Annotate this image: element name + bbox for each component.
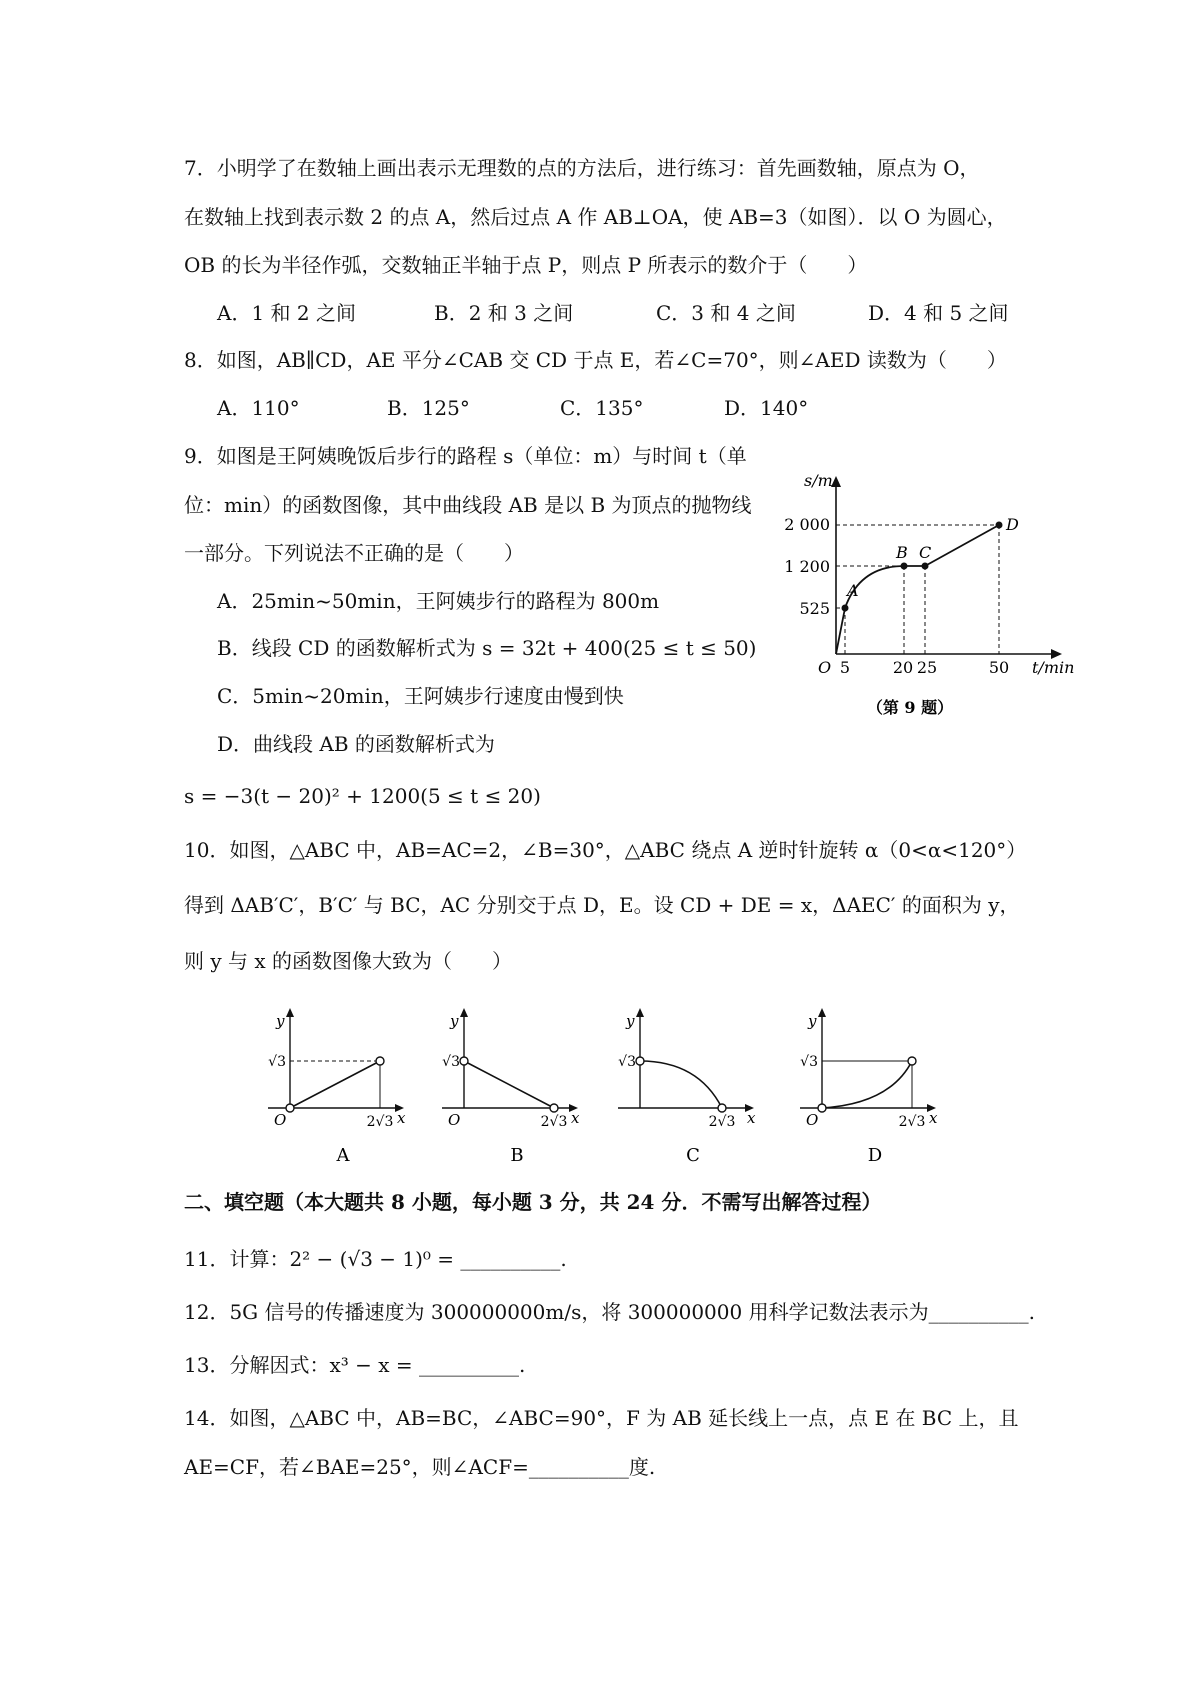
graph-a-label: A [336, 1145, 350, 1164]
q9-point-d [996, 522, 1003, 529]
graph-d-curve [822, 1061, 912, 1108]
graph-a-start-point [286, 1104, 294, 1112]
q9-label-c: C [919, 543, 932, 562]
q9-figure [770, 470, 1100, 720]
graph-a-ylabel: y [276, 1012, 285, 1030]
graph-b-y-arrow [460, 1008, 468, 1017]
q7-line-2: 在数轴上找到表示数 2 的点 A，然后过点 A 作 AB⊥OA，使 AB=3（如图）．以 O 为圆心， [184, 205, 1007, 229]
q8-option-b: B．125° [387, 396, 470, 420]
q9-label-a: A [847, 581, 859, 600]
q9-point-a [842, 605, 849, 612]
q9-xlabel: t/min [1032, 658, 1075, 677]
q9-xtick-50: 50 [988, 658, 1010, 677]
graph-d-xlabel: x [929, 1109, 938, 1127]
graph-c-start-point [636, 1057, 644, 1065]
q9-option-a: A．25min~50min，王阿姨步行的路程为 800m [217, 589, 660, 613]
q9-point-b [901, 563, 908, 570]
q7-line-1: 7．小明学了在数轴上画出表示无理数的点的方法后，进行练习：首先画数轴，原点为 O， [184, 156, 980, 180]
q9-ylabel: s/m [804, 471, 833, 490]
graph-b-xlabel: x [571, 1109, 580, 1127]
graph-a-curve [290, 1061, 380, 1108]
q9-line-2: 位：min）的函数图像，其中曲线段 AB 是以 B 为顶点的抛物线 [184, 493, 752, 517]
graph-c-xmark: 2√3 [708, 1114, 736, 1130]
graph-a-y-arrow [286, 1008, 294, 1017]
q9-option-d: D．曲线段 AB 的函数解析式为 [217, 732, 495, 756]
graph-d-end-point [908, 1057, 916, 1065]
graph-c-ymark: √3 [618, 1054, 636, 1070]
section-2-title: 二、填空题（本大题共 8 小题，每小题 3 分，共 24 分．不需写出解答过程） [184, 1190, 882, 1214]
graph-b-origin: O [448, 1111, 461, 1129]
q9-xtick-20: 20 [892, 658, 914, 677]
q9-option-b: B．线段 CD 的函数解析式为 s = 32t + 400(25 ≤ t ≤ 50) [217, 636, 757, 660]
q10-graph-b [432, 1004, 582, 1164]
q7-option-a: A．1 和 2 之间 [217, 301, 356, 325]
q14-line-1: 14．如图，△ABC 中，AB=BC，∠ABC=90°，F 为 AB 延长线上一点，点 E 在 BC 上，且 [184, 1406, 1019, 1430]
q8-line-1: 8．如图，AB∥CD，AE 平分∠CAB 交 CD 于点 E，若∠C=70°，则∠AED 读数为（ ） [184, 348, 1007, 372]
graph-c-label: C [686, 1145, 700, 1164]
q9-origin: O [818, 658, 832, 677]
q10-graph-c [608, 1004, 758, 1164]
q9-segment-cd [925, 525, 999, 566]
graph-c-y-arrow [636, 1008, 644, 1017]
q7-line-3: OB 的长为半径作弧，交数轴正半轴于点 P，则点 P 所表示的数介于（ ） [184, 253, 868, 277]
graph-a-origin: O [274, 1111, 287, 1129]
q9-option-c: C．5min~20min，王阿姨步行速度由慢到快 [217, 684, 624, 708]
q9-caption: （第 9 题） [866, 698, 954, 717]
graph-c-end-point [718, 1104, 726, 1112]
graph-b-xmark: 2√3 [540, 1114, 568, 1130]
q12-text: 12．5G 信号的传播速度为 300000000m/s，将 300000000 用科学记数法表示为__________. [184, 1300, 1035, 1324]
graph-d-ymark: √3 [800, 1054, 818, 1070]
q9-point-c [922, 563, 929, 570]
graph-a-xmark: 2√3 [366, 1114, 394, 1130]
graph-d-start-point [818, 1104, 826, 1112]
q9-ytick-1200: 1 200 [784, 557, 830, 576]
graph-b-start-point [460, 1057, 468, 1065]
q10-line-3: 则 y 与 x 的函数图像大致为（ ） [184, 949, 513, 973]
graph-d-ylabel: y [808, 1012, 817, 1030]
q9-segment-oa [836, 608, 845, 654]
graph-d-y-arrow [818, 1008, 826, 1017]
graph-c-xlabel: x [747, 1109, 756, 1127]
q8-option-a: A．110° [217, 396, 300, 420]
q11-text: 11．计算：2² − (√3 − 1)⁰ = __________. [184, 1247, 567, 1271]
q10-graph-a [258, 1004, 408, 1164]
q9-ytick-525: 525 [799, 599, 830, 618]
q10-line-1: 10．如图，△ABC 中，AB=AC=2，∠B=30°，△ABC 绕点 A 逆时针旋转 α（0<α<120°） [184, 838, 1027, 862]
q9-label-d: D [1006, 515, 1019, 534]
q8-option-d: D．140° [724, 396, 809, 420]
graph-a-ymark: √3 [268, 1054, 286, 1070]
graph-c-curve [640, 1061, 722, 1108]
q9-xtick-25: 25 [916, 658, 938, 677]
q8-option-c: C．135° [560, 396, 644, 420]
graph-b-end-point [550, 1104, 558, 1112]
graph-b-ymark: √3 [442, 1054, 460, 1070]
graph-b-ylabel: y [450, 1012, 459, 1030]
q13-text: 13．分解因式：x³ − x = __________. [184, 1353, 526, 1377]
q7-option-d: D．4 和 5 之间 [868, 301, 1009, 325]
q9-line-1: 9．如图是王阿姨晚饭后步行的路程 s（单位：m）与时间 t（单 [184, 444, 747, 468]
q7-option-c: C．3 和 4 之间 [656, 301, 796, 325]
q9-label-b: B [896, 543, 908, 562]
q14-line-2: AE=CF，若∠BAE=25°，则∠ACF=__________度. [184, 1455, 656, 1479]
q9-line-3: 一部分。下列说法不正确的是（ ） [184, 541, 524, 565]
q10-graph-d [790, 1004, 940, 1164]
q9-ytick-2000: 2 000 [784, 515, 830, 534]
graph-d-origin: O [806, 1111, 819, 1129]
q9-formula: s = −3(t − 20)² + 1200(5 ≤ t ≤ 20) [184, 784, 541, 808]
q10-line-2: 得到 ΔAB′C′，B′C′ 与 BC，AC 分别交于点 D，E。设 CD + DE = x，ΔAEC′ 的面积为 y， [184, 893, 1020, 917]
graph-d-xmark: 2√3 [898, 1114, 926, 1130]
graph-b-curve [464, 1061, 554, 1108]
graph-a-end-point [376, 1057, 384, 1065]
graph-a-xlabel: x [397, 1109, 406, 1127]
q7-option-b: B．2 和 3 之间 [434, 301, 574, 325]
graph-b-label: B [510, 1145, 524, 1164]
graph-d-label: D [867, 1145, 883, 1164]
graph-c-ylabel: y [626, 1012, 635, 1030]
q9-xtick-5: 5 [839, 658, 851, 677]
